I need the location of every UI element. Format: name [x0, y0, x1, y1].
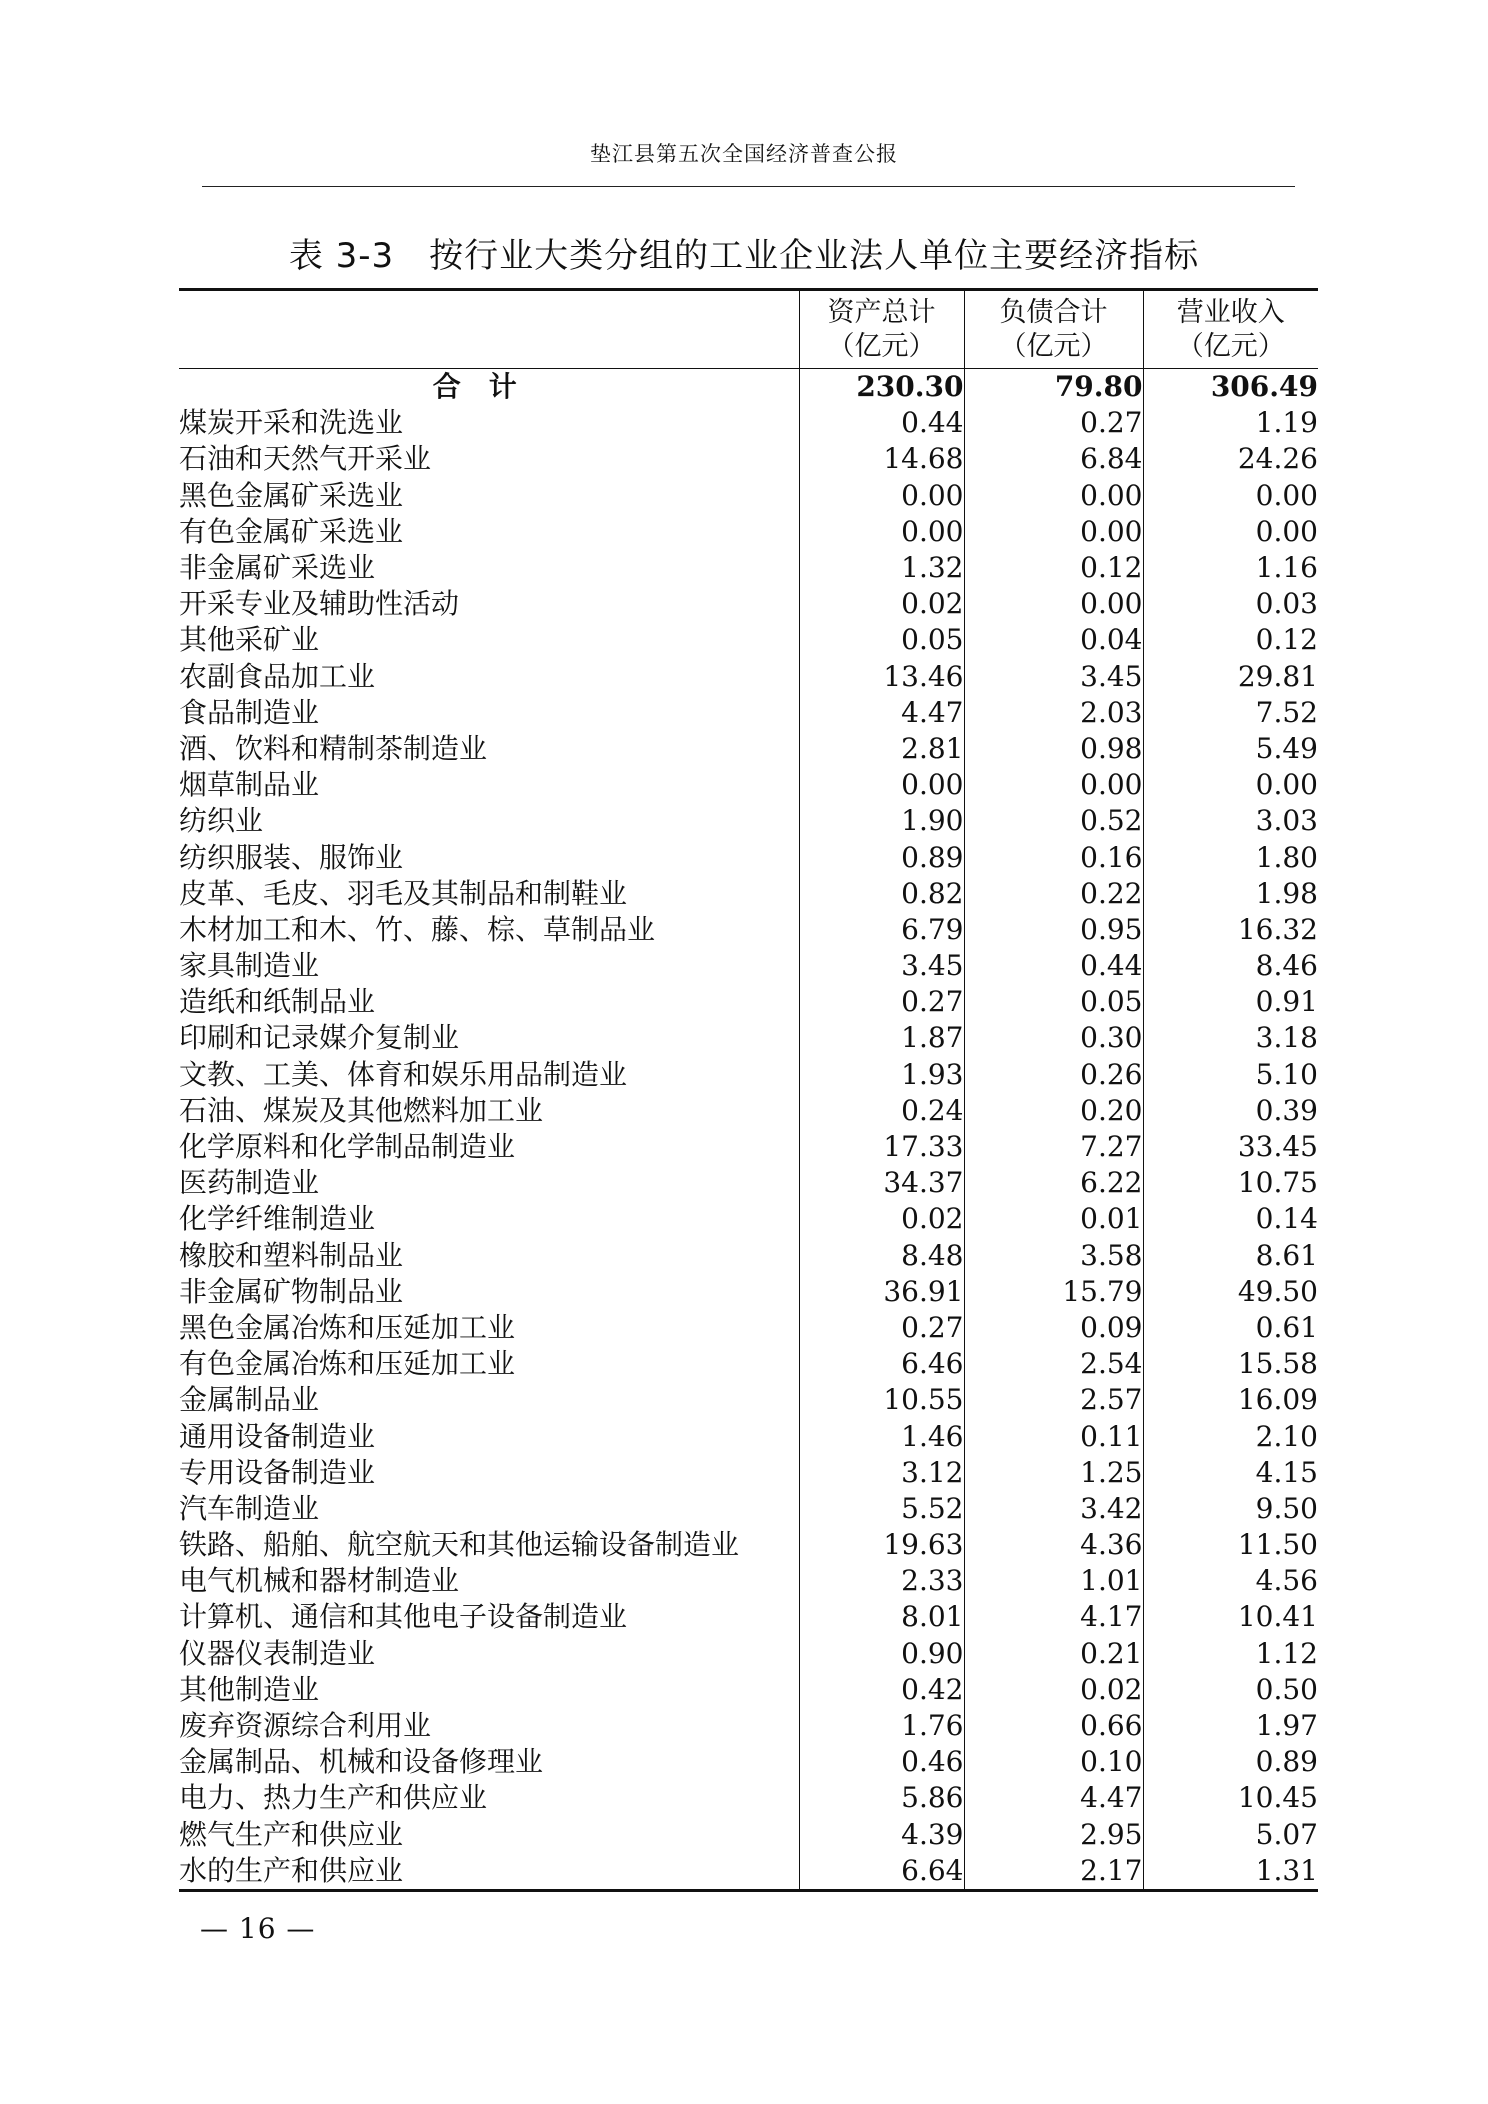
- assets-value: 0.00: [799, 478, 964, 514]
- table-header-row: [179, 290, 1318, 369]
- liabilities-value: 0.10: [964, 1744, 1143, 1780]
- industry-name: 皮革、毛皮、羽毛及其制品和制鞋业: [179, 876, 628, 910]
- table-row: [179, 1708, 1318, 1744]
- revenue-value: 1.12: [1143, 1636, 1318, 1672]
- liabilities-value: 4.47: [964, 1780, 1143, 1816]
- header-liabilities-unit: （亿元）: [999, 330, 1108, 362]
- industry-name: 金属制品业: [179, 1383, 320, 1417]
- header-revenue: [1143, 290, 1318, 369]
- revenue-value: 10.41: [1143, 1599, 1318, 1635]
- assets-value: 36.91: [799, 1274, 964, 1310]
- liabilities-value: 3.42: [964, 1491, 1143, 1527]
- table-row: [179, 1129, 1318, 1165]
- revenue-value: 1.80: [1143, 839, 1318, 875]
- revenue-value: 0.00: [1143, 767, 1318, 803]
- industry-name: 医药制造业: [179, 1166, 320, 1200]
- revenue-value: 29.81: [1143, 659, 1318, 695]
- revenue-value: 5.49: [1143, 731, 1318, 767]
- revenue-value: 1.98: [1143, 876, 1318, 912]
- assets-value: 0.05: [799, 622, 964, 658]
- liabilities-value: 2.17: [964, 1853, 1143, 1891]
- assets-value: 0.42: [799, 1672, 964, 1708]
- table-row: [179, 1382, 1318, 1418]
- assets-value: 0.02: [799, 1201, 964, 1237]
- industry-name: 其他采矿业: [179, 623, 320, 657]
- industry-name: 汽车制造业: [179, 1491, 320, 1525]
- industry-name: 非金属矿采选业: [179, 551, 376, 585]
- liabilities-value: 0.98: [964, 731, 1143, 767]
- table-row: [179, 1853, 1318, 1891]
- liabilities-value: 0.12: [964, 550, 1143, 586]
- table-row: [179, 1563, 1318, 1599]
- revenue-value: 0.00: [1143, 514, 1318, 550]
- table-row: [179, 839, 1318, 875]
- table-row: [179, 1817, 1318, 1853]
- liabilities-value: 0.66: [964, 1708, 1143, 1744]
- table-row: [179, 1057, 1318, 1093]
- assets-value: 5.86: [799, 1780, 964, 1816]
- table-row: [179, 1455, 1318, 1491]
- liabilities-value: 2.95: [964, 1817, 1143, 1853]
- total-revenue: 306.49: [1143, 369, 1318, 406]
- liabilities-value: 0.52: [964, 803, 1143, 839]
- liabilities-value: 6.22: [964, 1165, 1143, 1201]
- assets-value: 4.47: [799, 695, 964, 731]
- table-row: [179, 1310, 1318, 1346]
- table-row: [179, 1636, 1318, 1672]
- revenue-value: 0.50: [1143, 1672, 1318, 1708]
- revenue-value: 8.61: [1143, 1238, 1318, 1274]
- liabilities-value: 0.21: [964, 1636, 1143, 1672]
- liabilities-value: 0.01: [964, 1201, 1143, 1237]
- industry-name: 水的生产和供应业: [179, 1853, 799, 1891]
- table-row: [179, 1093, 1318, 1129]
- assets-value: 10.55: [799, 1382, 964, 1418]
- industry-name: 印刷和记录媒介复制业: [179, 1021, 460, 1055]
- header-liabilities-label: 负债合计: [999, 296, 1108, 328]
- header-assets-label: 资产总计: [827, 296, 936, 328]
- liabilities-value: 3.58: [964, 1238, 1143, 1274]
- table-row: [179, 1165, 1318, 1201]
- assets-value: 2.81: [799, 731, 964, 767]
- liabilities-value: 0.00: [964, 586, 1143, 622]
- revenue-value: 33.45: [1143, 1129, 1318, 1165]
- table-row: [179, 1238, 1318, 1274]
- table-row: [179, 1599, 1318, 1635]
- revenue-value: 4.15: [1143, 1455, 1318, 1491]
- table-row: [179, 1274, 1318, 1310]
- assets-value: 0.90: [799, 1636, 964, 1672]
- liabilities-value: 7.27: [964, 1129, 1143, 1165]
- revenue-value: 0.03: [1143, 586, 1318, 622]
- industry-name: 黑色金属矿采选业: [179, 478, 404, 512]
- table-row: [179, 622, 1318, 658]
- assets-value: 0.02: [799, 586, 964, 622]
- liabilities-value: 0.02: [964, 1672, 1143, 1708]
- industry-name: 化学纤维制造业: [179, 1202, 376, 1236]
- assets-value: 1.87: [799, 1020, 964, 1056]
- revenue-value: 5.07: [1143, 1817, 1318, 1853]
- industry-name: 电气机械和器材制造业: [179, 1564, 460, 1598]
- liabilities-value: 15.79: [964, 1274, 1143, 1310]
- liabilities-value: 0.04: [964, 622, 1143, 658]
- table-row: [179, 1491, 1318, 1527]
- assets-value: 0.24: [799, 1093, 964, 1129]
- industry-name: 有色金属矿采选业: [179, 514, 404, 548]
- assets-value: 13.46: [799, 659, 964, 695]
- liabilities-value: 0.11: [964, 1418, 1143, 1454]
- assets-value: 0.00: [799, 767, 964, 803]
- revenue-value: 1.97: [1143, 1708, 1318, 1744]
- liabilities-value: 0.05: [964, 984, 1143, 1020]
- liabilities-value: 1.25: [964, 1455, 1143, 1491]
- revenue-value: 3.18: [1143, 1020, 1318, 1056]
- table-row: [179, 1672, 1318, 1708]
- industry-name: 开采专业及辅助性活动: [179, 587, 460, 621]
- assets-value: 1.46: [799, 1418, 964, 1454]
- table-row: [179, 1418, 1318, 1454]
- industry-name: 计算机、通信和其他电子设备制造业: [179, 1600, 628, 1634]
- liabilities-value: 0.00: [964, 514, 1143, 550]
- assets-value: 6.46: [799, 1346, 964, 1382]
- table-body: [179, 369, 1318, 1891]
- table-row: [179, 586, 1318, 622]
- industry-name: 电力、热力生产和供应业: [179, 1781, 488, 1815]
- industry-indicator-table: [179, 288, 1318, 1892]
- assets-value: 0.00: [799, 514, 964, 550]
- revenue-value: 0.39: [1143, 1093, 1318, 1129]
- revenue-value: 2.10: [1143, 1418, 1318, 1454]
- table-row: [179, 659, 1318, 695]
- liabilities-value: 2.54: [964, 1346, 1143, 1382]
- table-row: [179, 731, 1318, 767]
- assets-value: 19.63: [799, 1527, 964, 1563]
- industry-name: 木材加工和木、竹、藤、棕、草制品业: [179, 912, 656, 946]
- running-header: 垫江县第五次全国经济普查公报: [590, 142, 898, 166]
- table-row: [179, 441, 1318, 477]
- assets-value: 0.89: [799, 839, 964, 875]
- revenue-value: 11.50: [1143, 1527, 1318, 1563]
- industry-name: 纺织业: [179, 804, 264, 838]
- assets-value: 34.37: [799, 1165, 964, 1201]
- liabilities-value: 6.84: [964, 441, 1143, 477]
- liabilities-value: 2.57: [964, 1382, 1143, 1418]
- assets-value: 2.33: [799, 1563, 964, 1599]
- revenue-value: 24.26: [1143, 441, 1318, 477]
- assets-value: 6.79: [799, 912, 964, 948]
- table-row: [179, 984, 1318, 1020]
- liabilities-value: 0.95: [964, 912, 1143, 948]
- liabilities-value: 1.01: [964, 1563, 1143, 1599]
- liabilities-value: 0.16: [964, 839, 1143, 875]
- liabilities-value: 0.27: [964, 405, 1143, 441]
- revenue-value: 0.61: [1143, 1310, 1318, 1346]
- table-row: [179, 1020, 1318, 1056]
- assets-value: 5.52: [799, 1491, 964, 1527]
- liabilities-value: 0.00: [964, 767, 1143, 803]
- industry-name: 金属制品、机械和设备修理业: [179, 1745, 544, 1779]
- table-row: [179, 1346, 1318, 1382]
- assets-value: 0.27: [799, 984, 964, 1020]
- liabilities-value: 0.26: [964, 1057, 1143, 1093]
- industry-name: 黑色金属冶炼和压延加工业: [179, 1310, 516, 1344]
- industry-name: 烟草制品业: [179, 768, 320, 802]
- revenue-value: 10.45: [1143, 1780, 1318, 1816]
- total-row: [179, 369, 1318, 406]
- table-row: [179, 1527, 1318, 1563]
- liabilities-value: 0.44: [964, 948, 1143, 984]
- total-label: 合计: [432, 370, 545, 404]
- revenue-value: 16.32: [1143, 912, 1318, 948]
- assets-value: 1.90: [799, 803, 964, 839]
- revenue-value: 15.58: [1143, 1346, 1318, 1382]
- revenue-value: 16.09: [1143, 1382, 1318, 1418]
- assets-value: 0.27: [799, 1310, 964, 1346]
- assets-value: 8.01: [799, 1599, 964, 1635]
- industry-name: 废弃资源综合利用业: [179, 1709, 432, 1743]
- revenue-value: 1.16: [1143, 550, 1318, 586]
- industry-name: 通用设备制造业: [179, 1419, 376, 1453]
- table-title: 表 3-3 按行业大类分组的工业企业法人单位主要经济指标: [288, 236, 1200, 276]
- revenue-value: 0.89: [1143, 1744, 1318, 1780]
- industry-name: 仪器仪表制造业: [179, 1636, 376, 1670]
- liabilities-value: 0.20: [964, 1093, 1143, 1129]
- liabilities-value: 0.22: [964, 876, 1143, 912]
- industry-name: 酒、饮料和精制茶制造业: [179, 731, 488, 765]
- industry-name: 家具制造业: [179, 949, 320, 983]
- revenue-value: 1.31: [1143, 1853, 1318, 1891]
- assets-value: 14.68: [799, 441, 964, 477]
- revenue-value: 49.50: [1143, 1274, 1318, 1310]
- industry-name: 煤炭开采和洗选业: [179, 406, 404, 440]
- industry-name: 化学原料和化学制品制造业: [179, 1130, 516, 1164]
- assets-value: 0.82: [799, 876, 964, 912]
- industry-name: 铁路、船舶、航空航天和其他运输设备制造业: [179, 1528, 740, 1562]
- industry-name: 有色金属冶炼和压延加工业: [179, 1347, 516, 1381]
- total-liabilities: 79.80: [964, 369, 1143, 406]
- industry-name: 石油、煤炭及其他燃料加工业: [179, 1093, 544, 1127]
- table-row: [179, 912, 1318, 948]
- liabilities-value: 4.36: [964, 1527, 1143, 1563]
- table-row: [179, 948, 1318, 984]
- liabilities-value: 3.45: [964, 659, 1143, 695]
- assets-value: 3.12: [799, 1455, 964, 1491]
- table-row: [179, 1201, 1318, 1237]
- industry-name: 造纸和纸制品业: [179, 985, 376, 1019]
- liabilities-value: 4.17: [964, 1599, 1143, 1635]
- industry-name: 橡胶和塑料制品业: [179, 1238, 404, 1272]
- revenue-value: 10.75: [1143, 1165, 1318, 1201]
- industry-name: 其他制造业: [179, 1672, 320, 1706]
- header-assets: [799, 290, 964, 369]
- assets-value: 17.33: [799, 1129, 964, 1165]
- header-liabilities: [964, 290, 1143, 369]
- assets-value: 6.64: [799, 1853, 964, 1891]
- header-assets-unit: （亿元）: [827, 330, 936, 362]
- assets-value: 3.45: [799, 948, 964, 984]
- table-row: [179, 514, 1318, 550]
- table-row: [179, 767, 1318, 803]
- industry-name: 农副食品加工业: [179, 659, 376, 693]
- assets-value: 1.32: [799, 550, 964, 586]
- revenue-value: 1.19: [1143, 405, 1318, 441]
- revenue-value: 3.03: [1143, 803, 1318, 839]
- table-row: [179, 478, 1318, 514]
- liabilities-value: 0.30: [964, 1020, 1143, 1056]
- assets-value: 1.93: [799, 1057, 964, 1093]
- table-row: [179, 550, 1318, 586]
- revenue-value: 9.50: [1143, 1491, 1318, 1527]
- industry-name: 专用设备制造业: [179, 1455, 376, 1489]
- table-row: [179, 803, 1318, 839]
- revenue-value: 7.52: [1143, 695, 1318, 731]
- revenue-value: 4.56: [1143, 1563, 1318, 1599]
- revenue-value: 0.91: [1143, 984, 1318, 1020]
- assets-value: 8.48: [799, 1238, 964, 1274]
- revenue-value: 5.10: [1143, 1057, 1318, 1093]
- assets-value: 0.44: [799, 405, 964, 441]
- liabilities-value: 0.00: [964, 478, 1143, 514]
- industry-name: 食品制造业: [179, 695, 320, 729]
- table-container: [179, 288, 1318, 1892]
- total-assets: 230.30: [799, 369, 964, 406]
- revenue-value: 0.00: [1143, 478, 1318, 514]
- header-industry-cell: [179, 290, 799, 369]
- table-row: [179, 405, 1318, 441]
- liabilities-value: 0.09: [964, 1310, 1143, 1346]
- revenue-value: 8.46: [1143, 948, 1318, 984]
- table-row: [179, 695, 1318, 731]
- table-row: [179, 876, 1318, 912]
- industry-name: 石油和天然气开采业: [179, 442, 432, 476]
- header-revenue-label: 营业收入: [1176, 296, 1285, 328]
- assets-value: 0.46: [799, 1744, 964, 1780]
- industry-name: 纺织服装、服饰业: [179, 840, 404, 874]
- industry-name: 燃气生产和供应业: [179, 1817, 404, 1851]
- industry-name: 非金属矿物制品业: [179, 1274, 404, 1308]
- table-row: [179, 1780, 1318, 1816]
- industry-name: 文教、工美、体育和娱乐用品制造业: [179, 1057, 628, 1091]
- table-row: [179, 1744, 1318, 1780]
- revenue-value: 0.12: [1143, 622, 1318, 658]
- page-number: — 16 —: [200, 1912, 316, 1945]
- liabilities-value: 2.03: [964, 695, 1143, 731]
- header-revenue-unit: （亿元）: [1176, 330, 1285, 362]
- revenue-value: 0.14: [1143, 1201, 1318, 1237]
- assets-value: 4.39: [799, 1817, 964, 1853]
- header-rule: [202, 186, 1295, 187]
- assets-value: 1.76: [799, 1708, 964, 1744]
